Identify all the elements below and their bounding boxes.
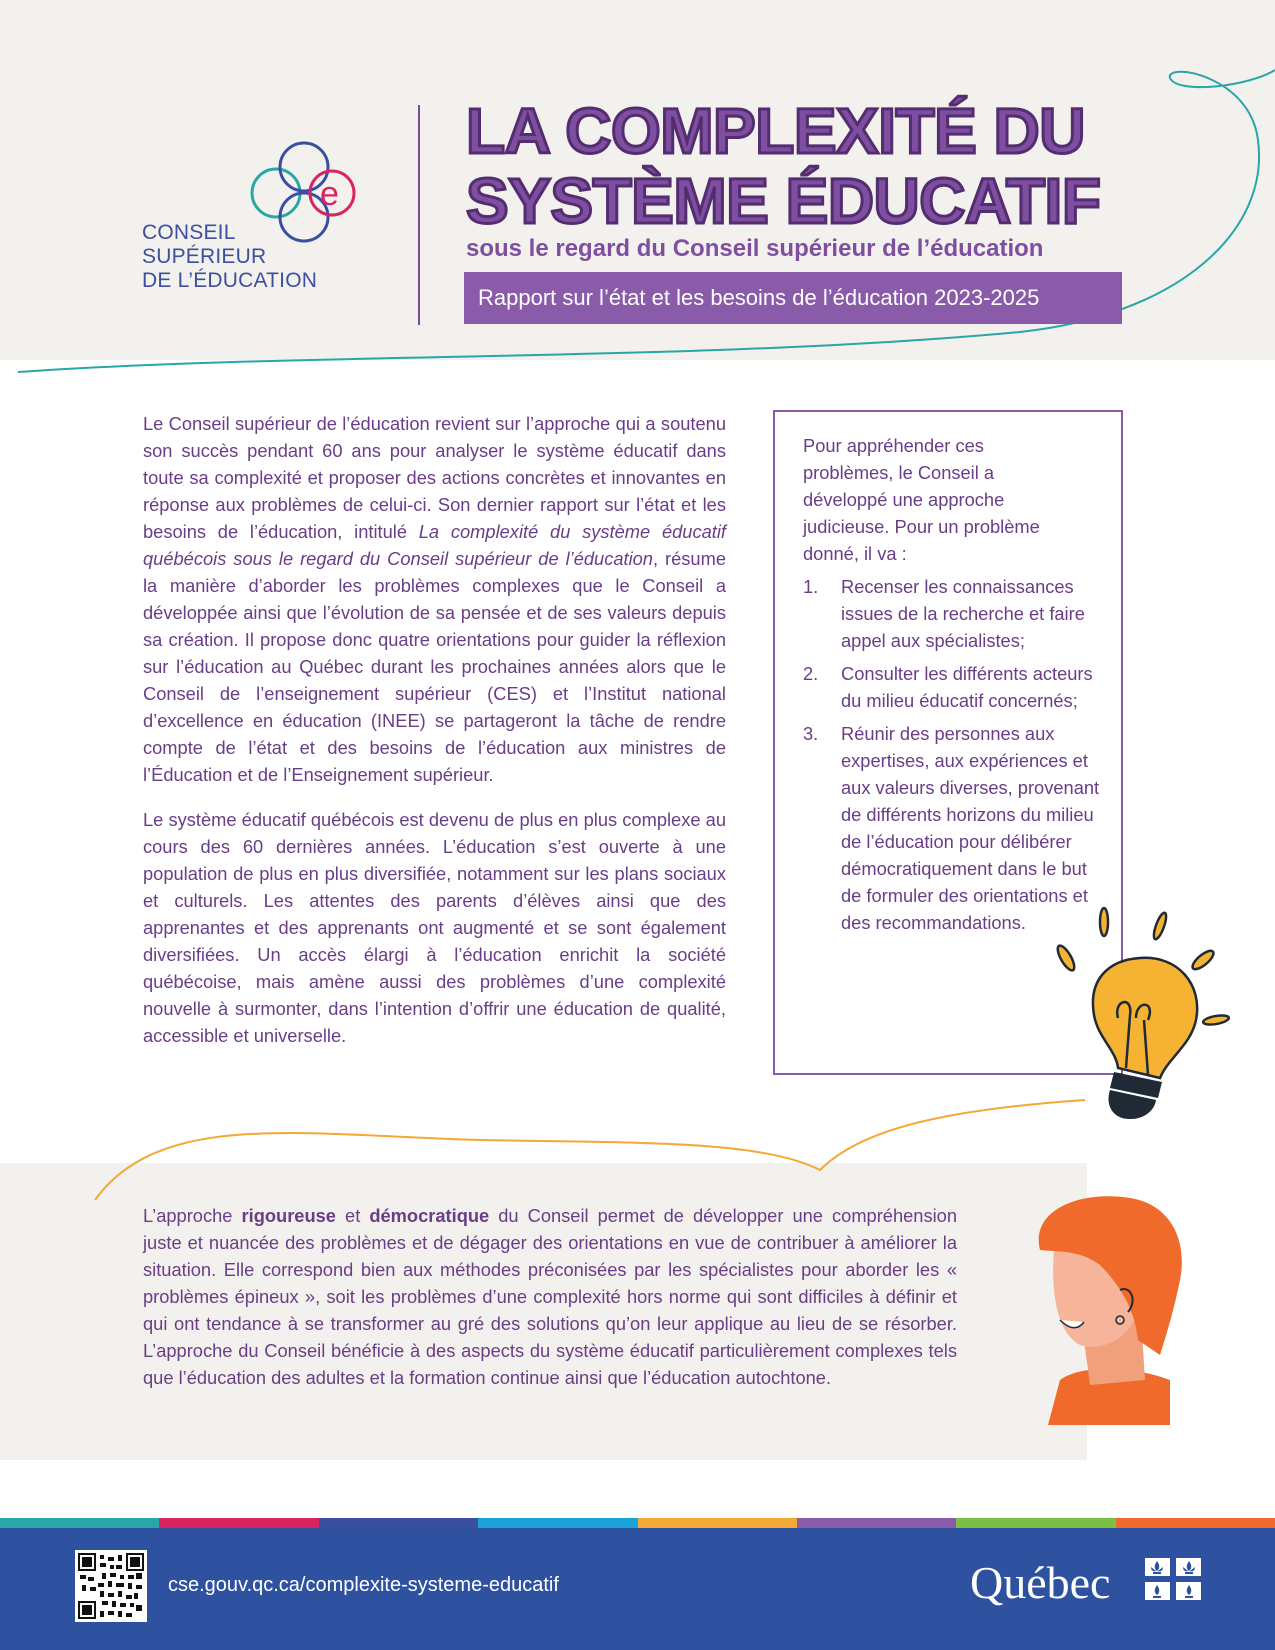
- step-number: 3.: [803, 723, 819, 744]
- step-number: 1.: [803, 576, 819, 597]
- quebec-wordmark: Québec: [970, 1557, 1111, 1608]
- stripe: [638, 1518, 797, 1528]
- header-divider: [418, 105, 420, 325]
- stripe: [319, 1518, 478, 1528]
- logo-wordmark: [142, 221, 317, 293]
- approach-paragraph: [143, 1202, 957, 1391]
- logo-line-2: SUPÉRIEUR: [142, 245, 267, 268]
- paragraph-1-part-b: , résume la manière d’aborder les problèmes complexes que le Conseil a développée ainsi que l’évolution de sa pensée et de ses valeurs depuis sa création. Il propose donc quatre orientations pour guider la réflexion sur l’éducation au Québec durant les prochaines années alors que le Conseil de l’enseignement supérieur (CES) et l’Institut national d’excellence en éducation (INEE) se partageront la tâche de rendre compte de l’état et des besoins de l’éducation aux ministres de l’Éducation et de l’Enseignement supérieur.: [143, 548, 726, 785]
- paragraph-2: Le système éducatif québécois est devenu de plus en plus complexe au cours des 60 dernières années. L’éducation s’est ouverte à une population de plus en plus diversifiée, notamment sur les plans sociaux et culturels. Les attentes des parents d’élèves ainsi que des apprenantes et des apprenants ont augmenté et se sont également diversifiées. Un accès élargi à l’éducation enrichit la société québécoise, mais amène aussi des problèmes d’une complexité nouvelle à surmonter, dans l’intention d’offrir une éducation de qualité, accessible et universelle.: [143, 809, 726, 1046]
- approach-text-2: et: [335, 1205, 370, 1226]
- list-item: [803, 660, 1105, 714]
- color-stripes: [0, 1518, 1275, 1528]
- footer: [0, 1528, 1275, 1650]
- report-title-italic: La complexité du système éducatif québécois sous le regard du Conseil supérieur de l’éducation: [143, 521, 726, 569]
- approach-text-3: du Conseil permet de développer une compréhension juste et nuancée des problèmes et de dégager des orientations en vue de contribuer à améliorer la situation. Elle correspond bien aux méthodes préconisées par les spécialistes pour aborder les « problèmes épineux », soit les problèmes d’une complexité hors norme qui sont difficiles à définir et qui ont tendance à se transformer au gré des solutions qu’on leur applique au lieu de se résorber. L’approche du Conseil bénéficie à des aspects du système éducatif particulièrement complexes tels que l’éducation des adultes et la formation continue ainsi que l’éducation autochtone.: [143, 1205, 958, 1388]
- step-number: 2.: [803, 663, 819, 684]
- title-line-2: SYSTÈME ÉDUCATIF: [466, 165, 1101, 237]
- approach-steps-list: [803, 573, 1105, 936]
- report-banner: Rapport sur l’état et les besoins de l’éducation 2023-2025: [464, 272, 1122, 324]
- lightbulb-icon: [1048, 900, 1248, 1125]
- footer-url-link[interactable]: cse.gouv.qc.ca/complexite-systeme-educatif: [168, 1574, 559, 1596]
- step-text: Consulter les différents acteurs du milieu éducatif concernés;: [841, 663, 1093, 711]
- page-title: [466, 96, 1186, 236]
- step-text: Recenser les connaissances issues de la recherche et faire appel aux spécialistes;: [841, 576, 1085, 651]
- logo-line-1: CONSEIL: [142, 221, 236, 244]
- approach-bold-2: démocratique: [369, 1205, 490, 1226]
- logo-line-3: DE L’ÉDUCATION: [142, 269, 318, 292]
- svg-text:e: e: [320, 175, 339, 213]
- fleur-de-lis-flag-icon: [1145, 1558, 1201, 1600]
- title-line-1: LA COMPLEXITÉ DU: [466, 95, 1085, 167]
- qr-code-icon[interactable]: [75, 1550, 147, 1622]
- approach-bold-1: rigoureuse: [241, 1205, 336, 1226]
- cse-logo: [140, 135, 380, 295]
- stripe: [797, 1518, 956, 1528]
- stripe: [1116, 1518, 1275, 1528]
- list-item: [803, 573, 1105, 654]
- approach-text-1: L’approche: [143, 1205, 242, 1226]
- step-text: Réunir des personnes aux expertises, aux expériences et aux valeurs diverses, provenant de différents horizons du milieu de l’éducation pour délibérer démocratiquement dans le but de formuler des orientations et des recommandations.: [841, 723, 1100, 933]
- paragraph-1-part-a: Le Conseil supérieur de l’éducation revient sur l’approche qui a soutenu son succès pendant 60 ans pour analyser le système éducatif dans toute sa complexité et proposer des actions concrètes et innovantes en réponse aux problèmes de celui-ci. Son dernier rapport sur l’état et les besoins de l’éducation, intitulé: [143, 413, 726, 542]
- paragraph-1: [143, 410, 726, 788]
- stripe: [478, 1518, 637, 1528]
- sidebox-intro: Pour appréhender ces problèmes, le Conseil a développé une approche judicieuse. Pour un problème donné, il va :: [803, 435, 1040, 564]
- main-text-column: [143, 410, 726, 1067]
- stripe: [0, 1518, 159, 1528]
- person-head-icon: [1020, 1190, 1200, 1425]
- page-subtitle: sous le regard du Conseil supérieur de l’éducation: [466, 235, 1044, 262]
- stripe: [159, 1518, 318, 1528]
- stripe: [956, 1518, 1115, 1528]
